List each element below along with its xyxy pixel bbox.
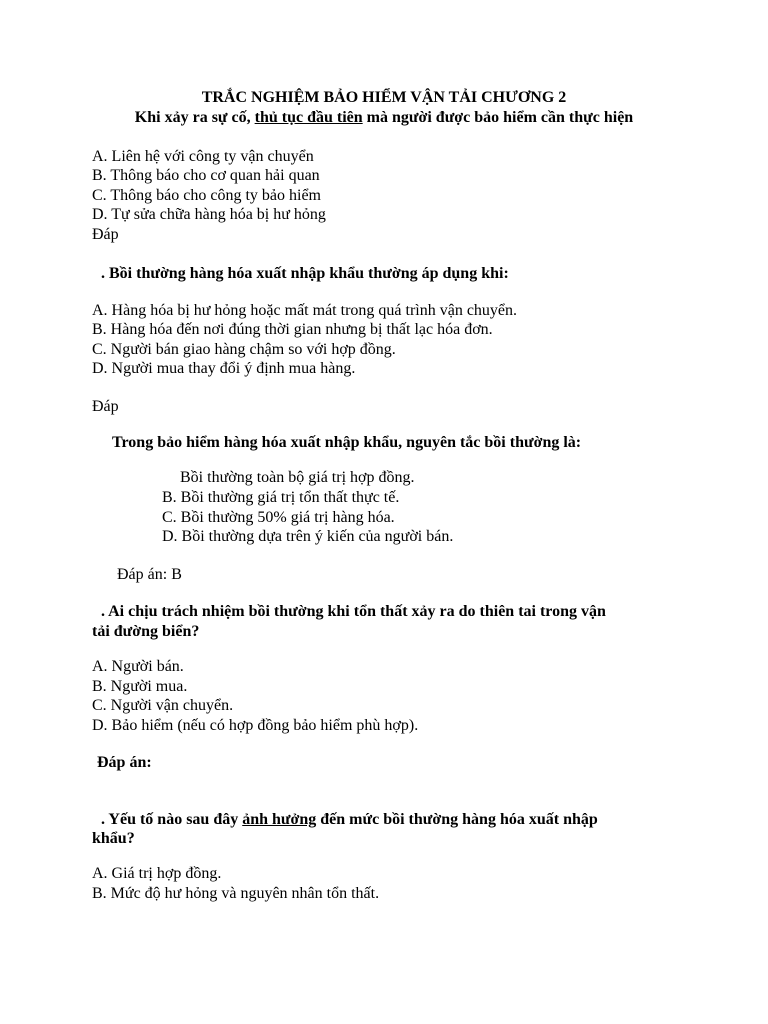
question-2-option-b: B. Hàng hóa đến nơi đúng thời gian nhưng bị thất lạc hóa đơn.: [92, 321, 493, 338]
question-1-text-pre: Khi xảy ra sự cố,: [134, 109, 255, 126]
question-3-text: Trong bảo hiểm hàng hóa xuất nhập khẩu, nguyên tắc bồi thường là:: [112, 434, 582, 451]
question-5-option-a: A. Giá trị hợp đồng.: [92, 865, 222, 882]
question-1-option-c: C. Thông báo cho công ty bảo hiểm: [92, 187, 321, 204]
question-1-option-a: A. Liên hệ với công ty vận chuyển: [92, 148, 314, 165]
question-2-option-d: D. Người mua thay đổi ý định mua hàng.: [92, 360, 356, 377]
question-5-option-b: B. Mức độ hư hỏng và nguyên nhân tổn thất.: [92, 885, 380, 902]
question-4-text-line-1: . Ai chịu trách nhiệm bồi thường khi tổn thất xảy ra do thiên tai trong vận: [101, 603, 606, 620]
question-5-underlined-phrase: ảnh hưởng: [242, 811, 317, 828]
question-2-text: . Bồi thường hàng hóa xuất nhập khẩu thường áp dụng khi:: [101, 265, 509, 282]
question-1-option-b: B. Thông báo cho cơ quan hải quan: [92, 167, 320, 184]
question-5-text-post: đến mức bồi thường hàng hóa xuất nhập: [316, 811, 598, 828]
question-5-text-pre: . Yếu tố nào sau đây: [101, 811, 243, 828]
question-3-option-c: C. Bồi thường 50% giá trị hàng hóa.: [162, 509, 395, 526]
question-4-option-d: D. Bảo hiểm (nếu có hợp đồng bảo hiểm phù hợp).: [92, 717, 419, 734]
question-4-option-b: B. Người mua.: [92, 678, 188, 695]
question-1-underlined-phrase: thủ tục đầu tiên: [254, 109, 363, 126]
question-2-answer: Đáp: [92, 398, 119, 415]
question-3-option-b: B. Bồi thường giá trị tổn thất thực tế.: [162, 489, 400, 506]
question-3-option-a: Bồi thường toàn bộ giá trị hợp đồng.: [180, 469, 415, 486]
question-3-answer: Đáp án: B: [117, 566, 182, 583]
question-1-answer: Đáp: [92, 226, 119, 243]
question-2-option-c: C. Người bán giao hàng chậm so với hợp đồng.: [92, 341, 396, 358]
question-3-option-d: D. Bồi thường dựa trên ý kiến của người bán.: [162, 528, 454, 545]
question-2-option-a: A. Hàng hóa bị hư hỏng hoặc mất mát trong quá trình vận chuyển.: [92, 302, 518, 319]
question-4-text-line-2: tải đường biển?: [92, 623, 200, 640]
question-4-answer: Đáp án:: [97, 754, 152, 771]
question-1-text: [0, 108, 768, 127]
question-5-text-line-2: khẩu?: [92, 830, 135, 847]
question-5-text-line-1: [101, 810, 598, 829]
question-1-option-d: D. Tự sửa chữa hàng hóa bị hư hỏng: [92, 206, 326, 223]
document-title: TRẮC NGHIỆM BẢO HIỂM VẬN TẢI CHƯƠNG 2: [201, 89, 567, 106]
question-1-text-post: mà người được bảo hiểm cần thực hiện: [362, 109, 634, 126]
question-4-option-c: C. Người vận chuyển.: [92, 697, 234, 714]
question-4-option-a: A. Người bán.: [92, 658, 184, 675]
